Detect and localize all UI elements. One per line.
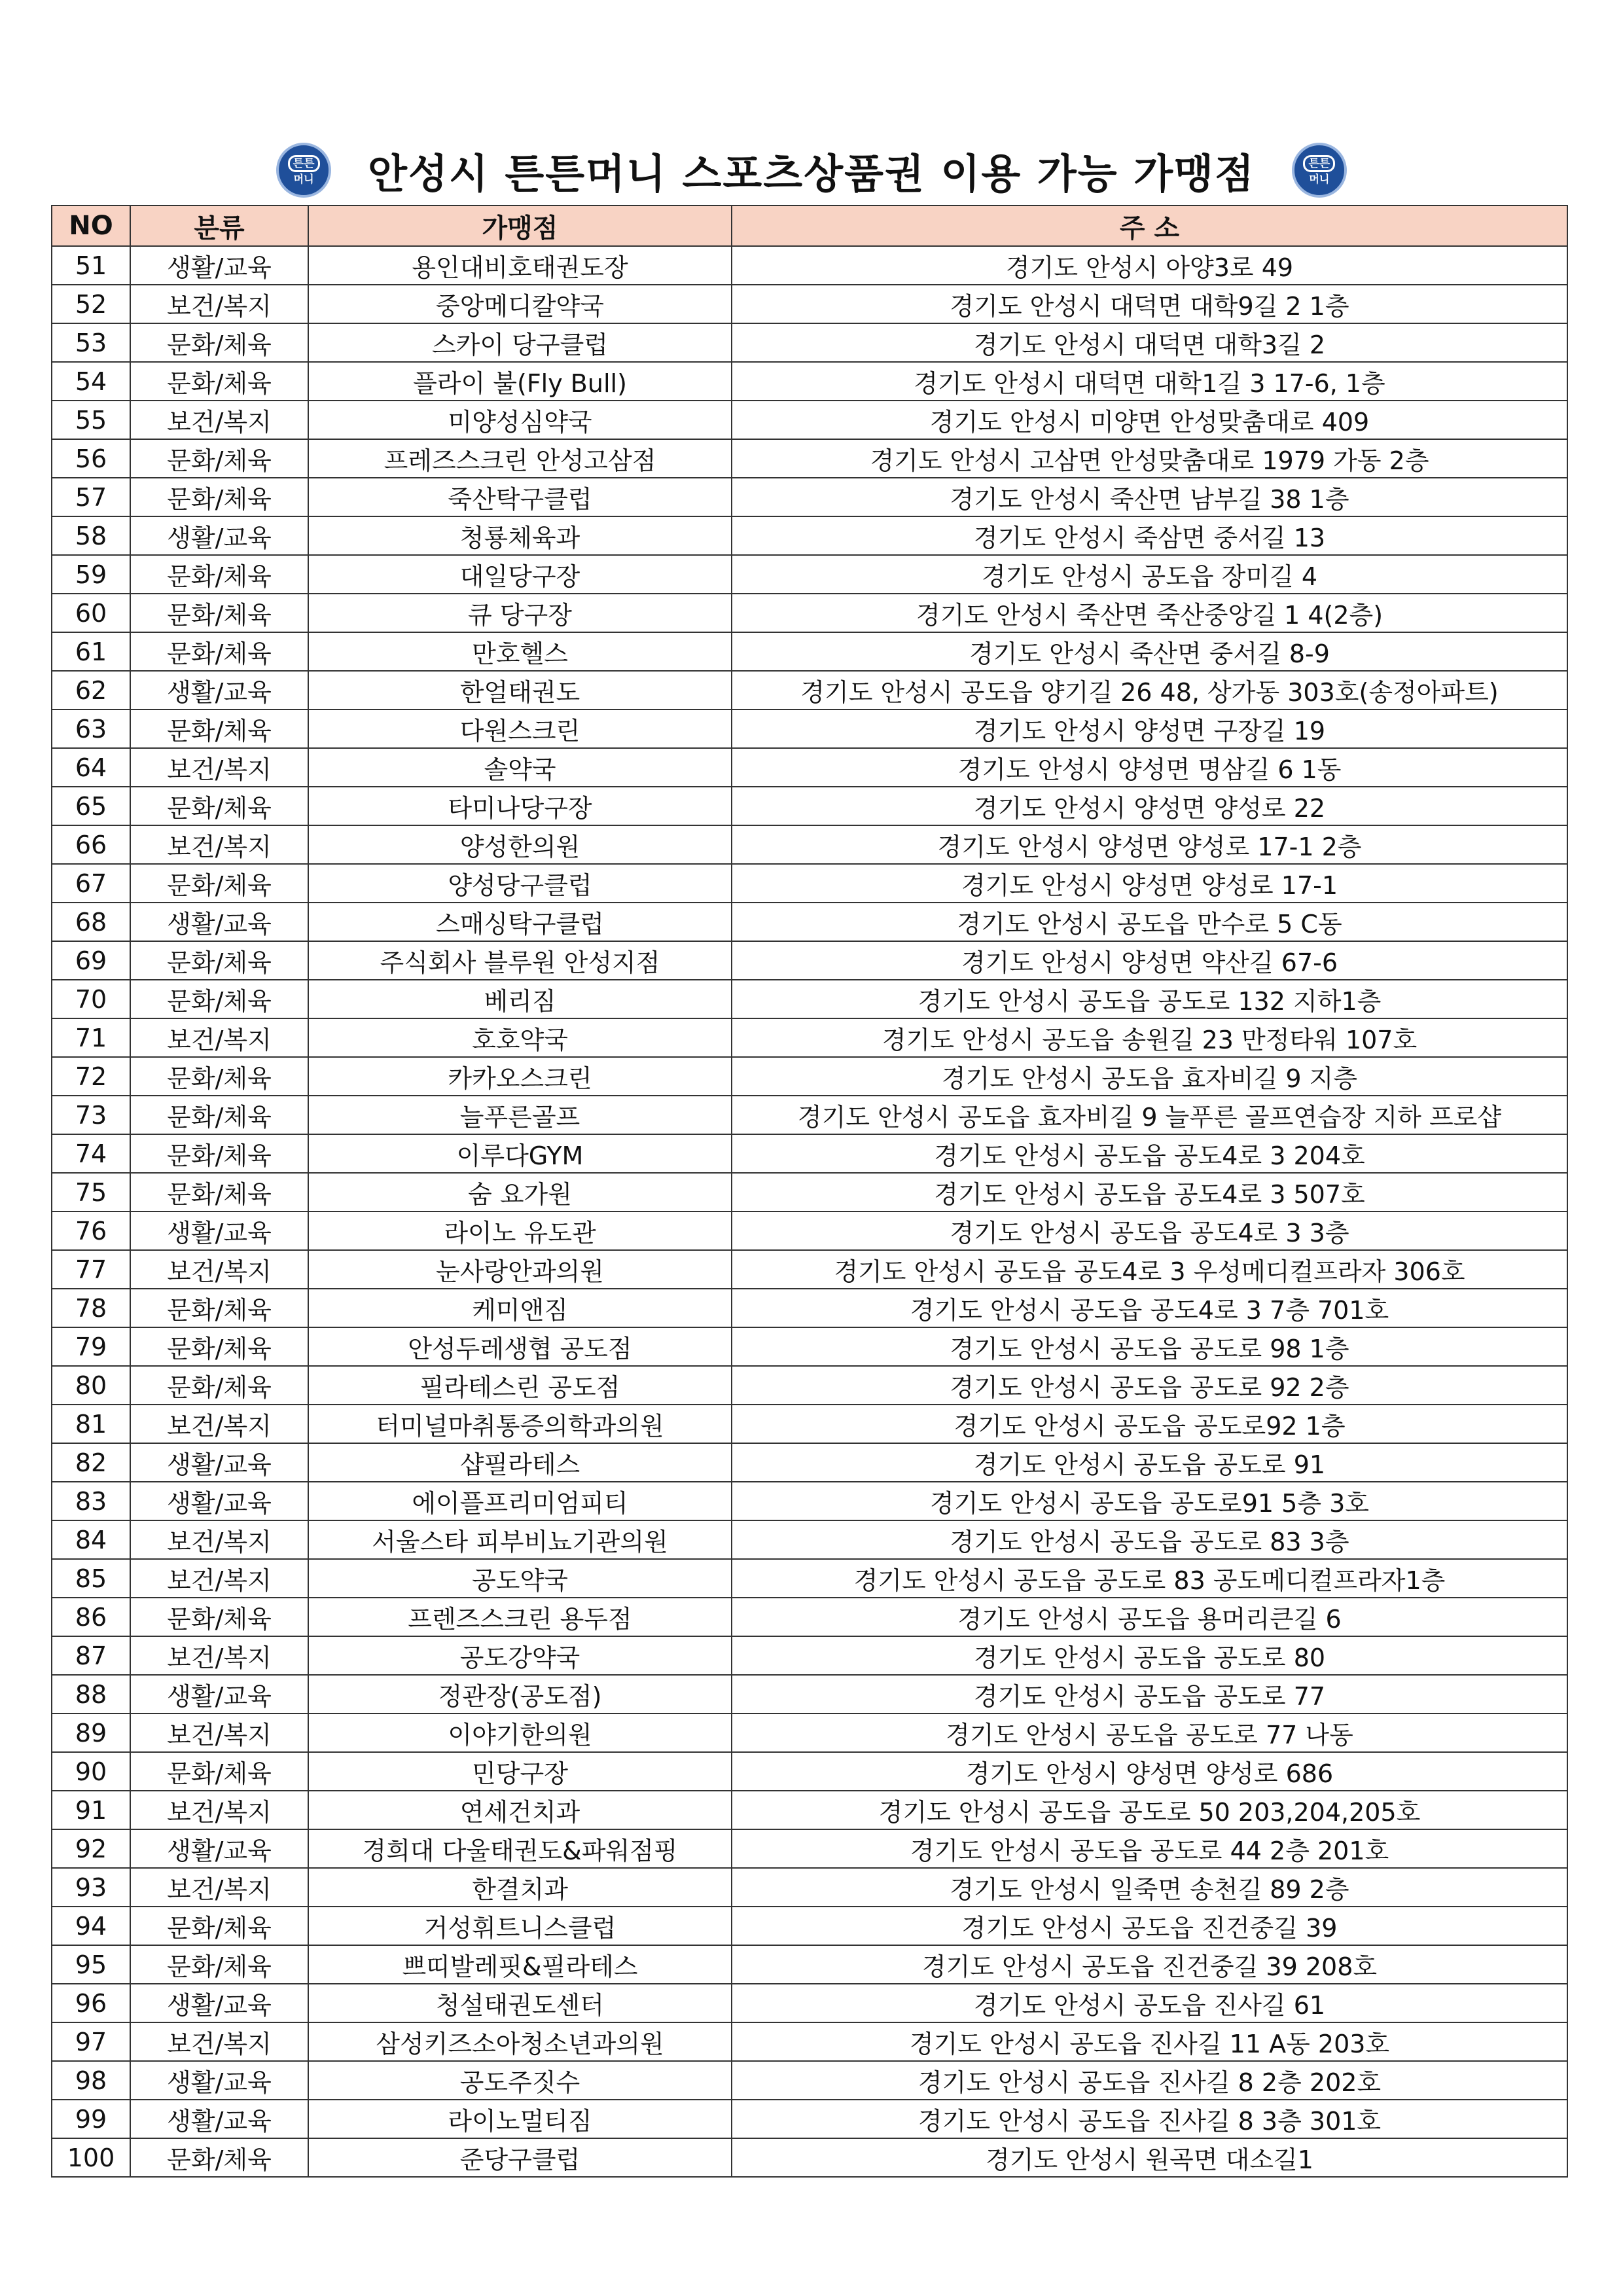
cell-address: 경기도 안성시 양성면 양성로 686 [732, 1752, 1567, 1791]
cell-address: 경기도 안성시 공도읍 용머리큰길 6 [732, 1598, 1567, 1636]
cell-address: 경기도 안성시 공도읍 만수로 5 C동 [732, 903, 1567, 941]
table-row [52, 1443, 1567, 1482]
table-row [52, 1250, 1567, 1289]
cell-no: 72 [52, 1057, 130, 1096]
cell-address: 경기도 안성시 공도읍 진사길 61 [732, 1984, 1567, 2022]
logo-top-text: 튼튼 [288, 155, 320, 172]
cell-category: 문화/체육 [130, 1598, 308, 1636]
cell-store: 한얼태권도 [308, 671, 732, 709]
cell-store: 숨 요가원 [308, 1173, 732, 1211]
cell-store: 베리짐 [308, 980, 732, 1018]
cell-store: 죽산탁구클럽 [308, 478, 732, 516]
table-row [52, 323, 1567, 362]
page-title: 안성시 튼튼머니 스포츠상품권 이용 가능 가맹점 [368, 149, 1255, 198]
cell-address: 경기도 안성시 공도읍 공도로 91 [732, 1443, 1567, 1482]
cell-category: 문화/체육 [130, 941, 308, 980]
cell-no: 57 [52, 478, 130, 516]
table-row [52, 1559, 1567, 1598]
cell-store: 스매싱탁구클럽 [308, 903, 732, 941]
cell-address: 경기도 안성시 공도읍 진건중길 39 208호 [732, 1945, 1567, 1984]
cell-store: 눈사랑안과의원 [308, 1250, 732, 1289]
table-row [52, 1598, 1567, 1636]
cell-store: 프렌즈스크린 용두점 [308, 1598, 732, 1636]
cell-store: 솔약국 [308, 748, 732, 787]
table-row [52, 864, 1567, 903]
cell-store: 라이노멀티짐 [308, 2100, 732, 2138]
cell-category: 보건/복지 [130, 1636, 308, 1675]
table-row [52, 2138, 1567, 2177]
table-row [52, 941, 1567, 980]
cell-category: 생활/교육 [130, 2100, 308, 2138]
cell-category: 문화/체육 [130, 1945, 308, 1984]
cell-address: 경기도 안성시 양성면 양성로 17-1 [732, 864, 1567, 903]
cell-category: 문화/체육 [130, 2138, 308, 2177]
cell-address: 경기도 안성시 공도읍 공도4로 3 507호 [732, 1173, 1567, 1211]
cell-store: 스카이 당구클럽 [308, 323, 732, 362]
cell-no: 93 [52, 1868, 130, 1907]
cell-no: 80 [52, 1366, 130, 1405]
column-header-address: 주 소 [732, 206, 1567, 246]
cell-category: 문화/체육 [130, 1907, 308, 1945]
cell-address: 경기도 안성시 공도읍 공도로 132 지하1층 [732, 980, 1567, 1018]
table-row [52, 1057, 1567, 1096]
table-row [52, 1520, 1567, 1559]
table-row [52, 1791, 1567, 1829]
cell-no: 56 [52, 439, 130, 478]
cell-address: 경기도 안성시 공도읍 진사길 11 A동 203호 [732, 2022, 1567, 2061]
cell-store: 안성두레생협 공도점 [308, 1327, 732, 1366]
cell-category: 문화/체육 [130, 787, 308, 825]
cell-store: 쁘띠발레핏&필라테스 [308, 1945, 732, 1984]
table-row [52, 903, 1567, 941]
cell-category: 생활/교육 [130, 1675, 308, 1713]
logo-top-text: 튼튼 [1303, 155, 1335, 172]
table-row [52, 1829, 1567, 1868]
cell-category: 보건/복지 [130, 1713, 308, 1752]
cell-no: 65 [52, 787, 130, 825]
cell-no: 98 [52, 2061, 130, 2100]
cell-address: 경기도 안성시 원곡면 대소길1 [732, 2138, 1567, 2177]
cell-no: 59 [52, 555, 130, 594]
cell-no: 89 [52, 1713, 130, 1752]
table-row [52, 1096, 1567, 1134]
cell-no: 97 [52, 2022, 130, 2061]
table-row [52, 1713, 1567, 1752]
cell-category: 보건/복지 [130, 1868, 308, 1907]
cell-store: 거성휘트니스클럽 [308, 1907, 732, 1945]
cell-store: 한결치과 [308, 1868, 732, 1907]
table-row [52, 594, 1567, 632]
cell-no: 87 [52, 1636, 130, 1675]
cell-category: 문화/체육 [130, 362, 308, 401]
cell-address: 경기도 안성시 대덕면 대학3길 2 [732, 323, 1567, 362]
cell-no: 85 [52, 1559, 130, 1598]
column-header-no: NO [52, 206, 130, 246]
cell-address: 경기도 안성시 양성면 양성로 17-1 2층 [732, 825, 1567, 864]
cell-category: 보건/복지 [130, 1520, 308, 1559]
cell-category: 문화/체육 [130, 709, 308, 748]
table-row [52, 1327, 1567, 1366]
cell-address: 경기도 안성시 미양면 안성맞춤대로 409 [732, 401, 1567, 439]
title-row [0, 131, 1623, 209]
table-row [52, 401, 1567, 439]
cell-store: 미양성심약국 [308, 401, 732, 439]
cell-address: 경기도 안성시 죽삼면 중서길 13 [732, 516, 1567, 555]
cell-no: 76 [52, 1211, 130, 1250]
cell-address: 경기도 안성시 죽산면 중서길 8-9 [732, 632, 1567, 671]
cell-store: 이야기한의원 [308, 1713, 732, 1752]
cell-category: 문화/체육 [130, 1134, 308, 1173]
cell-no: 95 [52, 1945, 130, 1984]
cell-store: 양성당구클럽 [308, 864, 732, 903]
cell-no: 100 [52, 2138, 130, 2177]
cell-no: 62 [52, 671, 130, 709]
cell-no: 91 [52, 1791, 130, 1829]
table-row [52, 246, 1567, 285]
table-row [52, 671, 1567, 709]
cell-store: 서울스타 피부비뇨기관의원 [308, 1520, 732, 1559]
table-row [52, 362, 1567, 401]
cell-store: 타미나당구장 [308, 787, 732, 825]
cell-no: 83 [52, 1482, 130, 1520]
table-row [52, 980, 1567, 1018]
cell-category: 생활/교육 [130, 1211, 308, 1250]
table-body [52, 246, 1567, 2177]
cell-address: 경기도 안성시 공도읍 공도로 77 나동 [732, 1713, 1567, 1752]
cell-address: 경기도 안성시 죽산면 남부길 38 1층 [732, 478, 1567, 516]
cell-category: 문화/체육 [130, 864, 308, 903]
cell-store: 양성한의원 [308, 825, 732, 864]
cell-store: 중앙메디칼약국 [308, 285, 732, 323]
cell-category: 생활/교육 [130, 671, 308, 709]
table-row [52, 1636, 1567, 1675]
cell-store: 민당구장 [308, 1752, 732, 1791]
cell-category: 생활/교육 [130, 2061, 308, 2100]
cell-no: 52 [52, 285, 130, 323]
cell-no: 78 [52, 1289, 130, 1327]
cell-category: 생활/교육 [130, 1984, 308, 2022]
cell-no: 63 [52, 709, 130, 748]
table-row [52, 555, 1567, 594]
cell-category: 문화/체육 [130, 1366, 308, 1405]
cell-category: 보건/복지 [130, 825, 308, 864]
logo-bottom-text: 머니 [1309, 173, 1330, 185]
cell-category: 문화/체육 [130, 1327, 308, 1366]
cell-no: 68 [52, 903, 130, 941]
cell-no: 58 [52, 516, 130, 555]
table-row [52, 285, 1567, 323]
table-row [52, 1984, 1567, 2022]
cell-store: 만호헬스 [308, 632, 732, 671]
cell-address: 경기도 안성시 공도읍 공도4로 3 7층 701호 [732, 1289, 1567, 1327]
table-row [52, 2061, 1567, 2100]
cell-store: 경희대 다울태권도&파워점핑 [308, 1829, 732, 1868]
table-row [52, 516, 1567, 555]
cell-category: 문화/체육 [130, 980, 308, 1018]
cell-address: 경기도 안성시 양성면 구장길 19 [732, 709, 1567, 748]
table-row [52, 2022, 1567, 2061]
cell-store: 라이노 유도관 [308, 1211, 732, 1250]
table-row [52, 1675, 1567, 1713]
cell-no: 71 [52, 1018, 130, 1057]
cell-address: 경기도 안성시 공도읍 효자비길 9 늘푸른 골프연습장 지하 프로샵 [732, 1096, 1567, 1134]
table-row [52, 1289, 1567, 1327]
cell-category: 생활/교육 [130, 246, 308, 285]
cell-address: 경기도 안성시 공도읍 공도4로 3 204호 [732, 1134, 1567, 1173]
cell-address: 경기도 안성시 공도읍 공도4로 3 3층 [732, 1211, 1567, 1250]
cell-no: 55 [52, 401, 130, 439]
cell-no: 99 [52, 2100, 130, 2138]
tuntun-money-logo-icon [276, 143, 331, 198]
table-row [52, 787, 1567, 825]
cell-category: 문화/체육 [130, 632, 308, 671]
cell-no: 90 [52, 1752, 130, 1791]
cell-store: 프레즈스크린 안성고삼점 [308, 439, 732, 478]
cell-category: 생활/교육 [130, 1443, 308, 1482]
cell-category: 보건/복지 [130, 1559, 308, 1598]
merchant-table [51, 205, 1568, 2178]
cell-address: 경기도 안성시 공도읍 공도로91 5층 3호 [732, 1482, 1567, 1520]
cell-store: 정관장(공도점) [308, 1675, 732, 1713]
tuntun-money-logo-icon [1292, 143, 1347, 198]
table-row [52, 2100, 1567, 2138]
cell-store: 에이플프리미엄피티 [308, 1482, 732, 1520]
cell-store: 터미널마취통증의학과의원 [308, 1405, 732, 1443]
cell-address: 경기도 안성시 양성면 약산길 67-6 [732, 941, 1567, 980]
cell-no: 75 [52, 1173, 130, 1211]
table-row [52, 1211, 1567, 1250]
cell-address: 경기도 안성시 공도읍 송원길 23 만정타워 107호 [732, 1018, 1567, 1057]
cell-no: 81 [52, 1405, 130, 1443]
logo-bottom-text: 머니 [293, 173, 314, 185]
table-row [52, 825, 1567, 864]
cell-address: 경기도 안성시 일죽면 송천길 89 2층 [732, 1868, 1567, 1907]
table-row [52, 632, 1567, 671]
cell-category: 문화/체육 [130, 1057, 308, 1096]
cell-store: 대일당구장 [308, 555, 732, 594]
cell-no: 67 [52, 864, 130, 903]
cell-no: 51 [52, 246, 130, 285]
cell-address: 경기도 안성시 공도읍 공도로 50 203,204,205호 [732, 1791, 1567, 1829]
table-row [52, 1134, 1567, 1173]
cell-store: 샵필라테스 [308, 1443, 732, 1482]
cell-no: 60 [52, 594, 130, 632]
cell-no: 84 [52, 1520, 130, 1559]
cell-category: 생활/교육 [130, 516, 308, 555]
cell-address: 경기도 안성시 공도읍 공도로 83 공도메디컬프라자1층 [732, 1559, 1567, 1598]
cell-address: 경기도 안성시 공도읍 공도로 44 2층 201호 [732, 1829, 1567, 1868]
cell-address: 경기도 안성시 아양3로 49 [732, 246, 1567, 285]
cell-category: 보건/복지 [130, 748, 308, 787]
cell-category: 보건/복지 [130, 1405, 308, 1443]
cell-store: 연세건치과 [308, 1791, 732, 1829]
cell-category: 보건/복지 [130, 1018, 308, 1057]
table-row [52, 1945, 1567, 1984]
table-header-row [52, 206, 1567, 246]
cell-address: 경기도 안성시 양성면 양성로 22 [732, 787, 1567, 825]
cell-address: 경기도 안성시 공도읍 진사길 8 3층 301호 [732, 2100, 1567, 2138]
table-row [52, 1173, 1567, 1211]
cell-address: 경기도 안성시 대덕면 대학9길 2 1층 [732, 285, 1567, 323]
cell-store: 다원스크린 [308, 709, 732, 748]
table-row [52, 1366, 1567, 1405]
cell-category: 문화/체육 [130, 478, 308, 516]
cell-store: 필라테스린 공도점 [308, 1366, 732, 1405]
cell-no: 54 [52, 362, 130, 401]
cell-no: 64 [52, 748, 130, 787]
cell-address: 경기도 안성시 공도읍 효자비길 9 지층 [732, 1057, 1567, 1096]
cell-address: 경기도 안성시 공도읍 공도로 83 3층 [732, 1520, 1567, 1559]
cell-store: 공도약국 [308, 1559, 732, 1598]
cell-no: 94 [52, 1907, 130, 1945]
cell-no: 66 [52, 825, 130, 864]
cell-store: 청설태권도센터 [308, 1984, 732, 2022]
table-row [52, 1752, 1567, 1791]
cell-address: 경기도 안성시 공도읍 공도로 77 [732, 1675, 1567, 1713]
cell-no: 86 [52, 1598, 130, 1636]
cell-store: 플라이 불(Fly Bull) [308, 362, 732, 401]
cell-no: 70 [52, 980, 130, 1018]
table-row [52, 1482, 1567, 1520]
cell-category: 생활/교육 [130, 1482, 308, 1520]
cell-category: 문화/체육 [130, 439, 308, 478]
cell-category: 문화/체육 [130, 555, 308, 594]
cell-no: 73 [52, 1096, 130, 1134]
cell-store: 늘푸른골프 [308, 1096, 732, 1134]
table-row [52, 439, 1567, 478]
cell-address: 경기도 안성시 공도읍 양기길 26 48, 상가동 303호(송정아파트) [732, 671, 1567, 709]
cell-store: 카카오스크린 [308, 1057, 732, 1096]
cell-address: 경기도 안성시 죽산면 죽산중앙길 1 4(2층) [732, 594, 1567, 632]
cell-category: 생활/교육 [130, 1829, 308, 1868]
table-row [52, 748, 1567, 787]
cell-address: 경기도 안성시 대덕면 대학1길 3 17-6, 1층 [732, 362, 1567, 401]
cell-address: 경기도 안성시 공도읍 공도4로 3 우성메디컬프라자 306호 [732, 1250, 1567, 1289]
cell-address: 경기도 안성시 공도읍 공도로 80 [732, 1636, 1567, 1675]
cell-category: 문화/체육 [130, 1289, 308, 1327]
cell-store: 청룡체육과 [308, 516, 732, 555]
cell-store: 호호약국 [308, 1018, 732, 1057]
table-row [52, 1018, 1567, 1057]
column-header-category: 분류 [130, 206, 308, 246]
cell-no: 77 [52, 1250, 130, 1289]
cell-store: 이루다GYM [308, 1134, 732, 1173]
cell-address: 경기도 안성시 공도읍 공도로 92 2층 [732, 1366, 1567, 1405]
cell-no: 79 [52, 1327, 130, 1366]
column-header-store: 가맹점 [308, 206, 732, 246]
cell-category: 생활/교육 [130, 903, 308, 941]
cell-category: 문화/체육 [130, 1096, 308, 1134]
cell-address: 경기도 안성시 공도읍 진건중길 39 [732, 1907, 1567, 1945]
cell-no: 53 [52, 323, 130, 362]
cell-category: 보건/복지 [130, 1791, 308, 1829]
cell-store: 공도강약국 [308, 1636, 732, 1675]
table-row [52, 1907, 1567, 1945]
cell-category: 문화/체육 [130, 594, 308, 632]
cell-no: 88 [52, 1675, 130, 1713]
cell-store: 주식회사 블루원 안성지점 [308, 941, 732, 980]
cell-address: 경기도 안성시 공도읍 공도로 98 1층 [732, 1327, 1567, 1366]
cell-category: 보건/복지 [130, 285, 308, 323]
table-row [52, 1405, 1567, 1443]
cell-category: 문화/체육 [130, 323, 308, 362]
cell-no: 74 [52, 1134, 130, 1173]
cell-address: 경기도 안성시 공도읍 진사길 8 2층 202호 [732, 2061, 1567, 2100]
cell-category: 보건/복지 [130, 2022, 308, 2061]
cell-store: 삼성키즈소아청소년과의원 [308, 2022, 732, 2061]
cell-address: 경기도 안성시 공도읍 공도로92 1층 [732, 1405, 1567, 1443]
cell-category: 보건/복지 [130, 1250, 308, 1289]
cell-category: 보건/복지 [130, 401, 308, 439]
cell-address: 경기도 안성시 공도읍 장미길 4 [732, 555, 1567, 594]
table-row [52, 709, 1567, 748]
cell-no: 69 [52, 941, 130, 980]
cell-store: 준당구클럽 [308, 2138, 732, 2177]
cell-no: 96 [52, 1984, 130, 2022]
cell-no: 82 [52, 1443, 130, 1482]
cell-store: 용인대비호태권도장 [308, 246, 732, 285]
cell-no: 92 [52, 1829, 130, 1868]
table-row [52, 478, 1567, 516]
cell-no: 61 [52, 632, 130, 671]
cell-address: 경기도 안성시 양성면 명삼길 6 1동 [732, 748, 1567, 787]
table-row [52, 1868, 1567, 1907]
cell-store: 공도주짓수 [308, 2061, 732, 2100]
cell-category: 문화/체육 [130, 1752, 308, 1791]
cell-category: 문화/체육 [130, 1173, 308, 1211]
cell-address: 경기도 안성시 고삼면 안성맞춤대로 1979 가동 2층 [732, 439, 1567, 478]
cell-store: 큐 당구장 [308, 594, 732, 632]
cell-store: 케미앤짐 [308, 1289, 732, 1327]
